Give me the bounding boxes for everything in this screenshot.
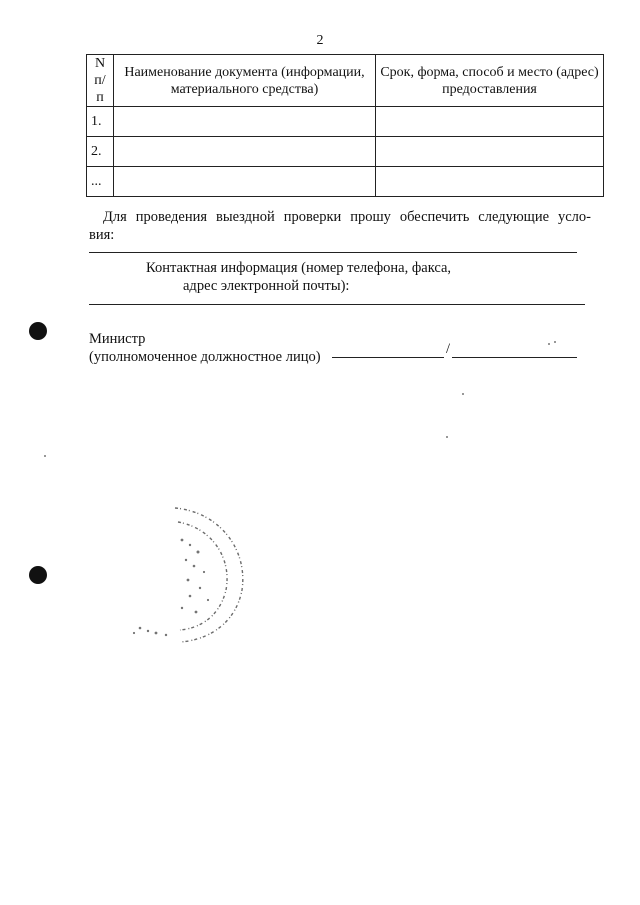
conditions-fill-line	[89, 252, 577, 253]
row-number: 2.	[87, 137, 114, 167]
scan-speck	[548, 343, 550, 345]
punch-hole-top	[29, 322, 47, 340]
signer-subtitle: (уполномоченное должностное лицо)	[89, 349, 321, 365]
name-line	[452, 357, 577, 358]
documents-table	[86, 54, 604, 197]
header-number: N п/п	[87, 55, 114, 107]
contact-fill-line	[89, 304, 585, 305]
scan-speck	[554, 341, 556, 343]
contact-info	[0, 259, 640, 295]
punch-hole-bottom	[29, 566, 47, 584]
page-number: 2	[316, 33, 324, 48]
scan-speck	[462, 393, 464, 395]
row-term-form	[376, 107, 604, 137]
table-row	[87, 137, 604, 167]
conditions-paragraph	[89, 208, 591, 244]
row-document-name	[114, 167, 376, 197]
scan-speck	[44, 455, 46, 457]
signature-separator: /	[446, 341, 451, 357]
table-row	[87, 107, 604, 137]
header-document-name: Наименование документа (информации, материального средства)	[114, 55, 376, 107]
conditions-line-1: Для проведения выездной проверки прошу обеспечить следующие усло-	[103, 209, 591, 225]
table-header-row	[87, 55, 604, 107]
conditions-line-2: вия:	[89, 227, 115, 243]
row-term-form	[376, 137, 604, 167]
signature-line	[332, 357, 444, 358]
row-document-name	[114, 107, 376, 137]
contact-line-2: адрес электронной почты):	[183, 278, 350, 294]
table-row	[87, 167, 604, 197]
signer-title: Министр	[89, 331, 146, 347]
contact-line-1: Контактная информация (номер телефона, факса,	[146, 260, 452, 276]
row-number: ...	[87, 167, 114, 197]
row-document-name	[114, 137, 376, 167]
signature-block	[89, 330, 321, 366]
row-number: 1.	[87, 107, 114, 137]
header-term-form: Срок, форма, способ и место (адрес) предоставления	[376, 55, 604, 107]
row-term-form	[376, 167, 604, 197]
seal-stamp-mark	[120, 500, 260, 650]
scan-speck	[446, 436, 448, 438]
